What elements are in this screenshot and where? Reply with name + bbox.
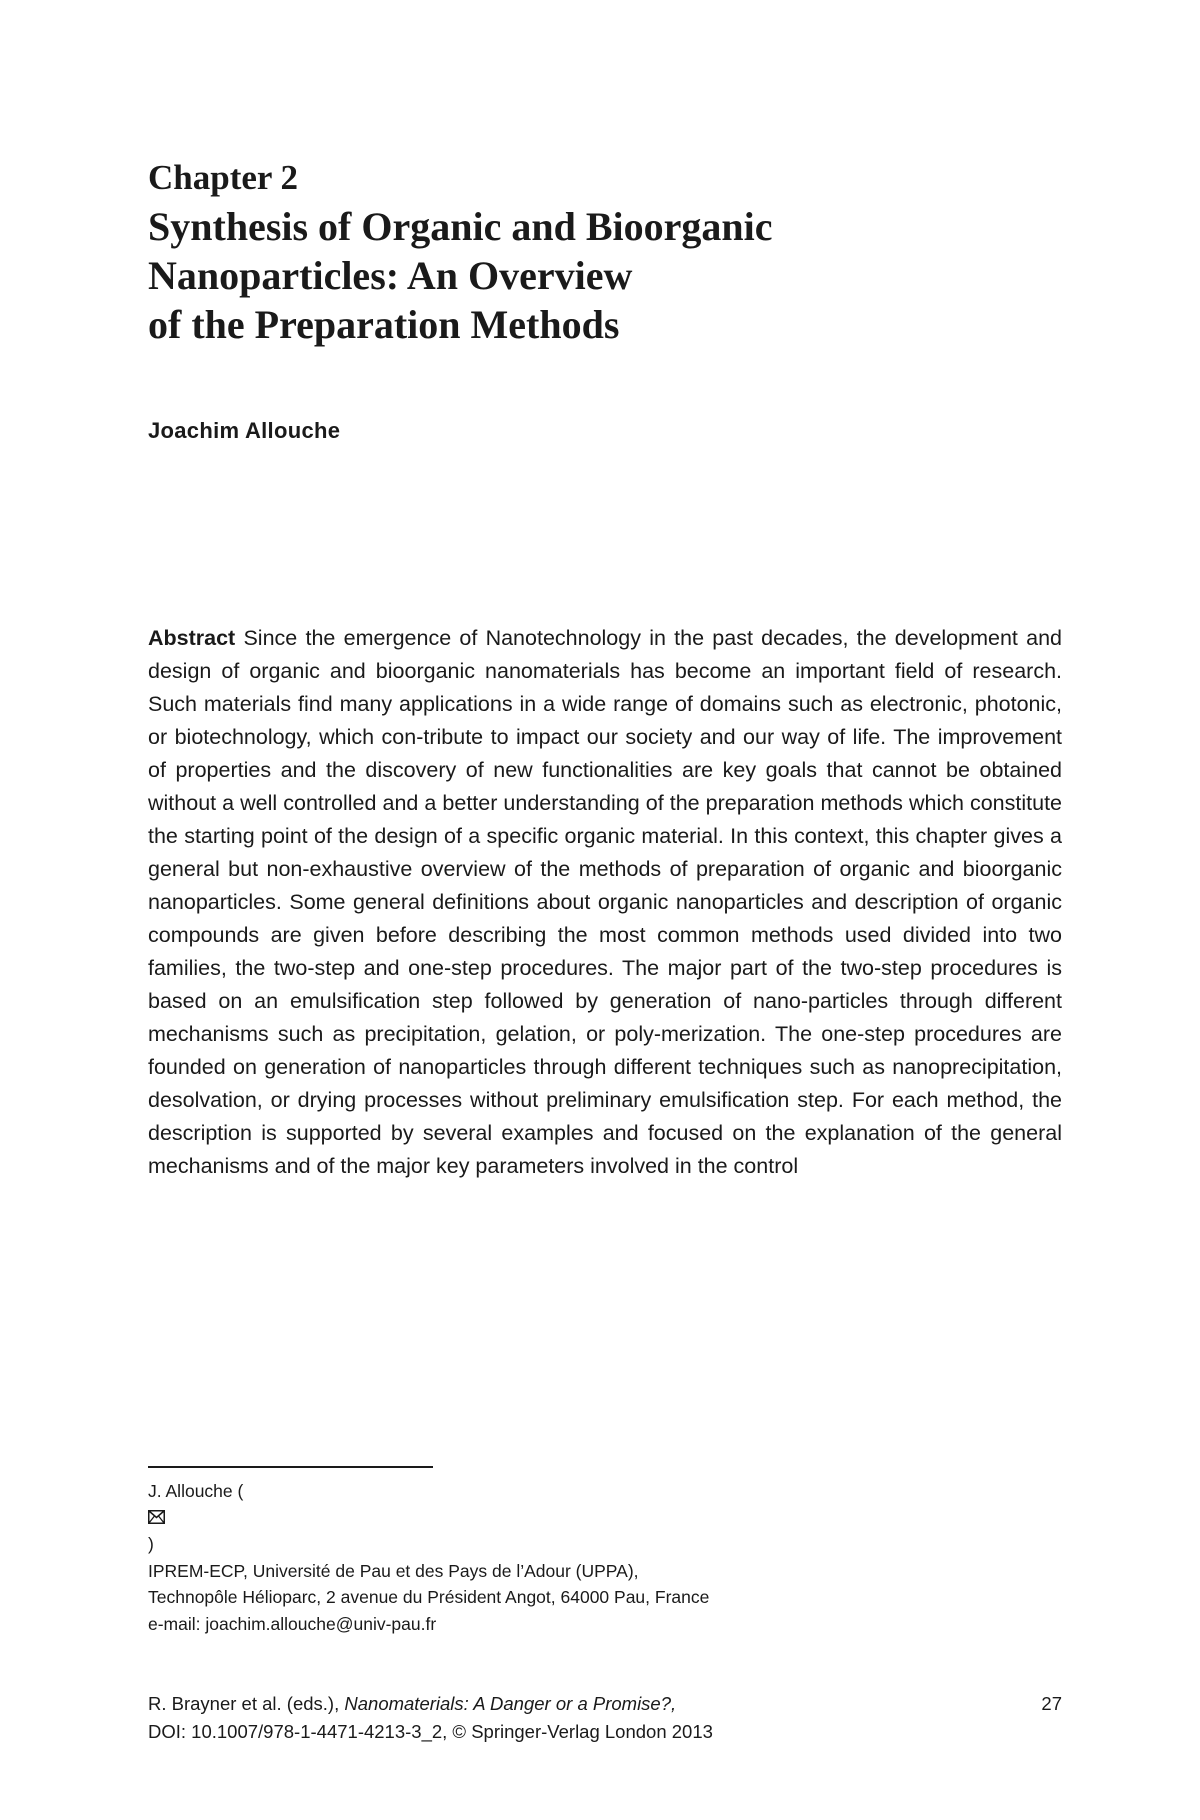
author-name: Joachim Allouche <box>148 418 341 443</box>
citation-book-title: Nanomaterials: A Danger or a Promise?, <box>344 1693 677 1714</box>
footnote-author-name: J. Allouche <box>148 1481 233 1501</box>
chapter-title-line: Nanoparticles: An Overview <box>148 253 633 298</box>
footnote-author-line: J. Allouche ( ) <box>148 1478 1068 1558</box>
citation-editors: R. Brayner et al. (eds.), <box>148 1693 340 1714</box>
abstract-text: Since the emergence of Nanotechnology in the past decades, the development and design of organic and bioorganic nanomaterials has become an important field of research. Such materials find many applications in a wide range of domains such as electronic, photonic, or biotechnology, which con-tribute to impact our society and our way of life. The improvement of properties and the discovery of new functionalities are key goals that cannot be obtained without a well controlled and a better understanding of the preparation methods which constitute the starting point of the design of a specific organic material. In this context, this chapter gives a general but non-exhaustive overview of the methods of preparation of organic and bioorganic nanoparticles. Some general definitions about organic nanoparticles and description of organic compounds are given before describing the most common methods used divided into two families, the two-step and one-step procedures. The major part of the two-step procedures is based on an emulsification step followed by generation of nano-particles through different mechanisms such as precipitation, gelation, or poly-merization. The one-step procedures are founded on generation of nanoparticles through different techniques such as nanoprecipitation, desolvation, or drying processes without preliminary emulsification step. For each method, the description is supported by several examples and focused on the explanation of the general mechanisms and of the major key parameters involved in the control <box>148 626 1062 1178</box>
abstract-paragraph <box>148 622 1062 1183</box>
chapter-title <box>148 202 1048 349</box>
footnote-address-line: Technopôle Hélioparc, 2 avenue du Président Angot, 64000 Pau, France <box>148 1587 710 1607</box>
author-footnote <box>148 1478 1068 1637</box>
citation-block <box>148 1690 713 1746</box>
footnote-email-line: e-mail: joachim.allouche@univ-pau.fr <box>148 1613 437 1634</box>
citation-doi: DOI: 10.1007/978-1-4471-4213-3_2, © Springer-Verlag London 2013 <box>148 1721 713 1742</box>
footnote-divider <box>148 1466 433 1468</box>
footnote-affiliation-line: IPREM-ECP, Université de Pau et des Pays de l’Adour (UPPA), <box>148 1560 639 1581</box>
citation-line <box>148 1690 713 1718</box>
abstract-label: Abstract <box>148 626 236 650</box>
page-number: 27 <box>1041 1693 1062 1714</box>
chapter-title-line: Synthesis of Organic and Bioorganic <box>148 204 773 249</box>
chapter-title-line: of the Preparation Methods <box>148 302 620 347</box>
envelope-icon <box>148 1505 1068 1532</box>
chapter-label: Chapter 2 <box>148 158 299 197</box>
